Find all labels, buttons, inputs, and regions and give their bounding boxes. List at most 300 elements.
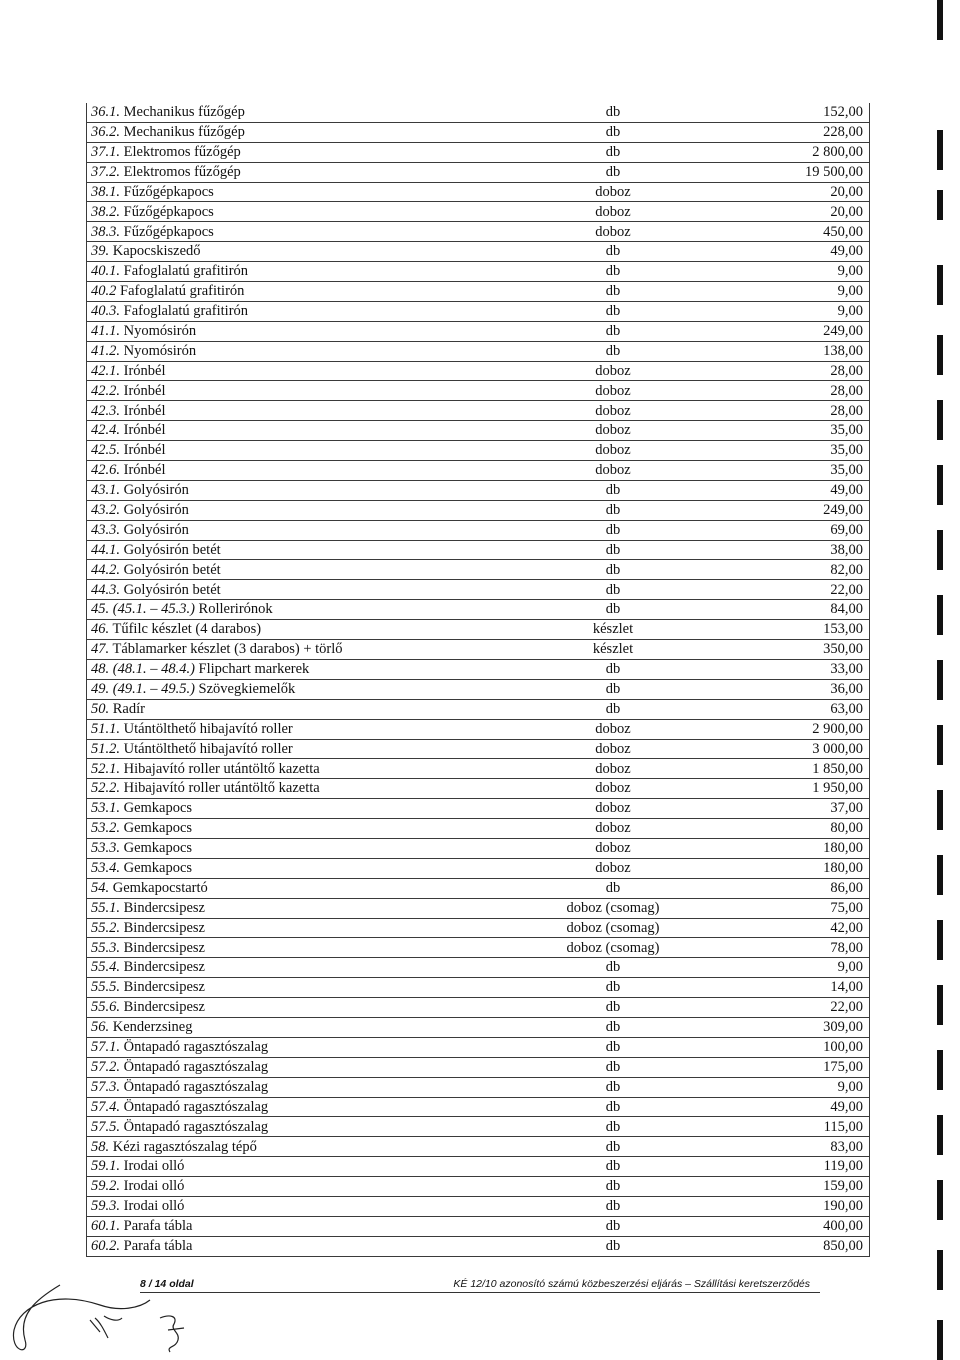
item-cell xyxy=(87,560,526,580)
table-row xyxy=(87,640,870,660)
binding-mark xyxy=(937,920,943,960)
table-row xyxy=(87,162,870,182)
item-name: Golyósirón xyxy=(123,482,189,499)
table-row xyxy=(87,1097,870,1117)
item-cell xyxy=(87,540,526,560)
price-cell: 450,00 xyxy=(701,222,870,242)
item-number: 52.2. xyxy=(91,780,120,797)
item-number: 57.4. xyxy=(91,1098,120,1115)
unit-cell: db xyxy=(525,122,701,142)
unit-cell: doboz (csomag) xyxy=(525,918,701,938)
item-number: 43.1. xyxy=(91,482,120,499)
price-cell: 153,00 xyxy=(701,620,870,640)
item-number: 39. xyxy=(91,243,110,260)
item-name: Irodai olló xyxy=(123,1158,185,1175)
price-cell: 180,00 xyxy=(701,858,870,878)
item-name: Golyósirón betét xyxy=(123,581,221,598)
item-cell xyxy=(87,640,526,660)
item-cell xyxy=(87,779,526,799)
price-cell: 36,00 xyxy=(701,679,870,699)
price-cell: 1 950,00 xyxy=(701,779,870,799)
table-row xyxy=(87,103,870,122)
price-cell: 20,00 xyxy=(701,182,870,202)
item-name: Golyósirón xyxy=(123,502,189,518)
page-footer xyxy=(140,1278,820,1294)
unit-cell: db xyxy=(525,1157,701,1177)
price-cell: 49,00 xyxy=(701,242,870,262)
binding-mark xyxy=(937,1320,943,1360)
item-cell xyxy=(87,282,526,302)
table-row xyxy=(87,600,870,620)
unit-cell: db xyxy=(525,540,701,560)
price-cell: 37,00 xyxy=(701,799,870,819)
price-cell: 850,00 xyxy=(701,1236,870,1256)
unit-cell: doboz xyxy=(525,441,701,461)
table-row xyxy=(87,1117,870,1137)
price-cell: 69,00 xyxy=(701,520,870,540)
item-name: Nyomósirón xyxy=(123,342,197,359)
item-name: Gemkapocs xyxy=(123,860,193,877)
unit-cell: készlet xyxy=(525,620,701,640)
price-cell: 119,00 xyxy=(701,1157,870,1177)
item-number: 56. xyxy=(91,1019,110,1036)
item-cell xyxy=(87,898,526,918)
item-cell xyxy=(87,1216,526,1236)
price-cell: 42,00 xyxy=(701,918,870,938)
binding-mark xyxy=(937,1250,943,1290)
unit-cell: db xyxy=(525,679,701,699)
table-row xyxy=(87,858,870,878)
item-number: 48. (48.1. – 48.4.) xyxy=(91,661,195,678)
price-cell: 9,00 xyxy=(701,1077,870,1097)
binding-mark xyxy=(937,465,943,505)
item-number: 42.4. xyxy=(91,422,120,439)
item-number: 50. xyxy=(91,700,110,717)
unit-cell: db xyxy=(525,103,701,122)
item-cell xyxy=(87,381,526,401)
price-cell: 309,00 xyxy=(701,1017,870,1037)
unit-cell: db xyxy=(525,600,701,620)
item-cell xyxy=(87,1077,526,1097)
price-cell: 3 000,00 xyxy=(701,739,870,759)
item-number: 52.1. xyxy=(91,760,120,777)
table-row xyxy=(87,878,870,898)
item-name: Bindercsipesz xyxy=(123,919,205,936)
item-name: Fűzőgépkapocs xyxy=(123,223,214,240)
page-number: 8 / 14 oldal xyxy=(140,1278,194,1290)
item-name: Flipchart markerek xyxy=(198,661,310,678)
table-row xyxy=(87,1216,870,1236)
table-row xyxy=(87,242,870,262)
item-number: 44.1. xyxy=(91,541,120,558)
table-row xyxy=(87,262,870,282)
price-cell: 63,00 xyxy=(701,699,870,719)
table-row xyxy=(87,480,870,500)
unit-cell: db xyxy=(525,1236,701,1256)
unit-cell: db xyxy=(525,699,701,719)
unit-cell: doboz xyxy=(525,182,701,202)
item-number: 42.2. xyxy=(91,382,120,399)
item-name: Irodai olló xyxy=(123,1198,185,1215)
unit-cell: doboz xyxy=(525,421,701,441)
item-cell xyxy=(87,858,526,878)
item-name: Elektromos fűzőgép xyxy=(123,163,241,180)
item-number: 37.1. xyxy=(91,143,120,160)
footer-rule xyxy=(140,1292,820,1293)
table-row xyxy=(87,142,870,162)
table-row xyxy=(87,898,870,918)
table-row xyxy=(87,739,870,759)
item-name: Kapocskiszedő xyxy=(112,243,201,260)
item-cell xyxy=(87,182,526,202)
item-cell xyxy=(87,262,526,282)
table-row xyxy=(87,1157,870,1177)
item-cell xyxy=(87,202,526,222)
binding-mark xyxy=(937,130,943,170)
item-number: 59.3. xyxy=(91,1198,120,1215)
item-cell xyxy=(87,1196,526,1216)
item-cell xyxy=(87,500,526,520)
binding-mark xyxy=(937,595,943,635)
unit-cell: doboz xyxy=(525,461,701,481)
price-cell: 22,00 xyxy=(701,580,870,600)
table-row xyxy=(87,321,870,341)
item-name: Golyósirón betét xyxy=(123,541,221,558)
price-cell: 9,00 xyxy=(701,958,870,978)
unit-cell: db xyxy=(525,560,701,580)
item-name: Utántölthető hibajavító roller xyxy=(123,740,293,757)
item-number: 53.2. xyxy=(91,820,120,837)
price-cell: 350,00 xyxy=(701,640,870,660)
table-row xyxy=(87,978,870,998)
table-row xyxy=(87,620,870,640)
price-cell: 138,00 xyxy=(701,341,870,361)
unit-cell: db xyxy=(525,282,701,302)
unit-cell: doboz xyxy=(525,719,701,739)
item-name: Mechanikus fűzőgép xyxy=(123,104,245,121)
unit-cell: db xyxy=(525,580,701,600)
item-name: Táblamarker készlet (3 darabos) + törlő xyxy=(112,641,343,658)
table-row xyxy=(87,461,870,481)
item-number: 38.2. xyxy=(91,203,120,220)
price-cell: 9,00 xyxy=(701,262,870,282)
item-number: 40.1. xyxy=(91,263,120,280)
item-cell xyxy=(87,361,526,381)
item-number: 47. xyxy=(91,641,110,658)
unit-cell: doboz xyxy=(525,739,701,759)
item-number: 60.1. xyxy=(91,1218,120,1235)
item-number: 42.3. xyxy=(91,402,120,419)
price-cell: 100,00 xyxy=(701,1037,870,1057)
item-name: Kenderzsineg xyxy=(112,1019,193,1036)
table-row xyxy=(87,759,870,779)
item-name: Szövegkiemelők xyxy=(198,681,296,698)
item-name: Irónbél xyxy=(123,462,166,479)
item-number: 40.3. xyxy=(91,303,120,320)
unit-cell: db xyxy=(525,262,701,282)
unit-cell: doboz xyxy=(525,858,701,878)
item-cell xyxy=(87,222,526,242)
item-number: 58. xyxy=(91,1138,110,1155)
price-cell: 180,00 xyxy=(701,838,870,858)
item-cell xyxy=(87,142,526,162)
item-cell xyxy=(87,819,526,839)
item-name: Gemkapocs xyxy=(123,820,193,837)
item-number: 57.2. xyxy=(91,1058,120,1075)
item-cell xyxy=(87,1037,526,1057)
unit-cell: db xyxy=(525,242,701,262)
table-row xyxy=(87,202,870,222)
unit-cell: db xyxy=(525,162,701,182)
table-row xyxy=(87,1236,870,1256)
item-cell xyxy=(87,421,526,441)
item-number: 44.3. xyxy=(91,581,120,598)
item-cell xyxy=(87,679,526,699)
unit-cell: db xyxy=(525,1037,701,1057)
item-cell xyxy=(87,1017,526,1037)
binding-mark xyxy=(937,790,943,830)
item-cell xyxy=(87,998,526,1018)
item-cell xyxy=(87,699,526,719)
item-cell xyxy=(87,958,526,978)
unit-cell: db xyxy=(525,1177,701,1197)
item-number: 55.3. xyxy=(91,939,120,956)
table-row xyxy=(87,520,870,540)
binding-mark xyxy=(937,1050,943,1090)
table-row xyxy=(87,958,870,978)
item-cell xyxy=(87,978,526,998)
document-reference: KÉ 12/10 azonosító számú közbeszerzési eljárás – Szállítási keretszerződés xyxy=(453,1278,810,1290)
item-name: Elektromos fűzőgép xyxy=(123,143,241,160)
item-cell xyxy=(87,301,526,321)
price-cell: 28,00 xyxy=(701,361,870,381)
binding-mark xyxy=(937,1180,943,1220)
item-name: Bindercsipesz xyxy=(123,979,205,996)
table-row xyxy=(87,401,870,421)
unit-cell: doboz xyxy=(525,381,701,401)
table-row xyxy=(87,540,870,560)
price-cell: 75,00 xyxy=(701,898,870,918)
table-row xyxy=(87,679,870,699)
item-cell xyxy=(87,401,526,421)
binding-mark xyxy=(937,530,943,570)
table-row xyxy=(87,938,870,958)
item-name: Bindercsipesz xyxy=(123,959,205,976)
unit-cell: db xyxy=(525,301,701,321)
item-number: 53.4. xyxy=(91,860,120,877)
table-row xyxy=(87,819,870,839)
unit-cell: db xyxy=(525,341,701,361)
item-number: 54. xyxy=(91,879,110,896)
item-cell xyxy=(87,162,526,182)
unit-cell: db xyxy=(525,1196,701,1216)
item-number: 49. (49.1. – 49.5.) xyxy=(91,681,195,698)
unit-cell: db xyxy=(525,1097,701,1117)
item-cell xyxy=(87,321,526,341)
items-table-body xyxy=(87,103,870,1256)
item-name: Irónbél xyxy=(123,422,166,439)
item-number: 57.3. xyxy=(91,1078,120,1095)
item-name: Mechanikus fűzőgép xyxy=(123,124,245,141)
table-row xyxy=(87,1177,870,1197)
table-row xyxy=(87,799,870,819)
item-number: 55.4. xyxy=(91,959,120,976)
unit-cell: db xyxy=(525,520,701,540)
item-number: 40.2 xyxy=(91,283,117,300)
item-cell xyxy=(87,799,526,819)
item-cell xyxy=(87,461,526,481)
item-name: Irónbél xyxy=(123,382,166,399)
item-number: 57.5. xyxy=(91,1118,120,1135)
item-cell xyxy=(87,659,526,679)
table-row xyxy=(87,122,870,142)
unit-cell: db xyxy=(525,1077,701,1097)
price-cell: 33,00 xyxy=(701,659,870,679)
item-name: Kézi ragasztószalag tépő xyxy=(112,1138,257,1155)
item-number: 51.2. xyxy=(91,740,120,757)
binding-mark xyxy=(937,985,943,1025)
unit-cell: db xyxy=(525,1216,701,1236)
unit-cell: doboz xyxy=(525,222,701,242)
table-row xyxy=(87,222,870,242)
item-cell xyxy=(87,938,526,958)
item-cell xyxy=(87,878,526,898)
binding-mark xyxy=(937,335,943,375)
table-row xyxy=(87,560,870,580)
table-row xyxy=(87,580,870,600)
item-cell xyxy=(87,341,526,361)
table-row xyxy=(87,1057,870,1077)
table-row xyxy=(87,182,870,202)
price-cell: 249,00 xyxy=(701,321,870,341)
price-cell: 83,00 xyxy=(701,1137,870,1157)
item-cell xyxy=(87,739,526,759)
item-name: Nyomósirón xyxy=(123,322,197,339)
table-row xyxy=(87,421,870,441)
price-cell: 35,00 xyxy=(701,441,870,461)
item-cell xyxy=(87,1097,526,1117)
item-number: 44.2. xyxy=(91,561,120,578)
item-name: Fafoglalatú grafitirón xyxy=(123,303,249,320)
binding-mark xyxy=(937,855,943,895)
item-name: Öntapadó ragasztószalag xyxy=(123,1118,269,1135)
unit-cell: db xyxy=(525,878,701,898)
unit-cell: db xyxy=(525,1057,701,1077)
item-name: Tűfilc készlet (4 darabos) xyxy=(112,621,262,638)
price-cell: 14,00 xyxy=(701,978,870,998)
item-name: Fűzőgépkapocs xyxy=(123,203,214,220)
price-cell: 9,00 xyxy=(701,301,870,321)
unit-cell: db xyxy=(525,500,701,520)
table-row xyxy=(87,500,870,520)
item-name: Fűzőgépkapocs xyxy=(123,183,214,200)
unit-cell: db xyxy=(525,321,701,341)
unit-cell: doboz xyxy=(525,779,701,799)
item-number: 36.2. xyxy=(91,124,120,141)
price-cell: 175,00 xyxy=(701,1057,870,1077)
table-row xyxy=(87,918,870,938)
item-number: 51.1. xyxy=(91,720,120,737)
price-cell: 35,00 xyxy=(701,461,870,481)
item-cell xyxy=(87,759,526,779)
item-number: 42.5. xyxy=(91,442,120,459)
item-name: Fafoglalatú grafitirón xyxy=(120,283,245,300)
item-name: Bindercsipesz xyxy=(123,939,205,956)
unit-cell: db xyxy=(525,978,701,998)
item-number: 46. xyxy=(91,621,110,638)
price-cell: 115,00 xyxy=(701,1117,870,1137)
item-name: Radír xyxy=(112,700,145,717)
table-row xyxy=(87,838,870,858)
price-cell: 49,00 xyxy=(701,1097,870,1117)
item-cell xyxy=(87,918,526,938)
table-row xyxy=(87,341,870,361)
table-row xyxy=(87,301,870,321)
unit-cell: db xyxy=(525,480,701,500)
unit-cell: doboz xyxy=(525,759,701,779)
table-row xyxy=(87,998,870,1018)
item-cell xyxy=(87,103,526,122)
unit-cell: db xyxy=(525,142,701,162)
unit-cell: doboz (csomag) xyxy=(525,898,701,918)
unit-cell: db xyxy=(525,1117,701,1137)
unit-cell: db xyxy=(525,998,701,1018)
price-cell: 82,00 xyxy=(701,560,870,580)
item-name: Irónbél xyxy=(123,402,166,419)
item-cell xyxy=(87,580,526,600)
unit-cell: doboz xyxy=(525,401,701,421)
item-number: 59.2. xyxy=(91,1178,120,1195)
table-row xyxy=(87,441,870,461)
item-number: 57.1. xyxy=(91,1039,120,1056)
item-name: Irodai olló xyxy=(123,1178,185,1195)
price-cell: 80,00 xyxy=(701,819,870,839)
item-cell xyxy=(87,600,526,620)
binding-mark xyxy=(937,190,943,220)
item-name: Rollerirónok xyxy=(198,601,273,618)
price-cell: 38,00 xyxy=(701,540,870,560)
item-name: Bindercsipesz xyxy=(123,999,205,1016)
table-row xyxy=(87,381,870,401)
item-number: 55.6. xyxy=(91,999,120,1016)
items-table xyxy=(86,103,870,1257)
table-row xyxy=(87,1196,870,1216)
item-number: 45. (45.1. – 45.3.) xyxy=(91,601,195,618)
item-number: 43.2. xyxy=(91,502,120,518)
handwritten-signature xyxy=(0,1260,220,1360)
price-cell: 159,00 xyxy=(701,1177,870,1197)
table-row xyxy=(87,361,870,381)
item-cell xyxy=(87,1236,526,1256)
unit-cell: doboz (csomag) xyxy=(525,938,701,958)
binding-mark xyxy=(937,400,943,440)
table-row xyxy=(87,659,870,679)
binding-mark xyxy=(937,265,943,305)
price-cell: 28,00 xyxy=(701,381,870,401)
item-name: Parafa tábla xyxy=(123,1218,193,1235)
item-cell xyxy=(87,441,526,461)
table-row xyxy=(87,779,870,799)
item-name: Öntapadó ragasztószalag xyxy=(123,1098,269,1115)
item-name: Öntapadó ragasztószalag xyxy=(123,1058,269,1075)
item-cell xyxy=(87,122,526,142)
item-number: 38.1. xyxy=(91,183,120,200)
item-name: Hibajavító roller utántöltő kazetta xyxy=(123,760,320,777)
item-cell xyxy=(87,620,526,640)
unit-cell: doboz xyxy=(525,819,701,839)
table-row xyxy=(87,1037,870,1057)
table-row xyxy=(87,1137,870,1157)
